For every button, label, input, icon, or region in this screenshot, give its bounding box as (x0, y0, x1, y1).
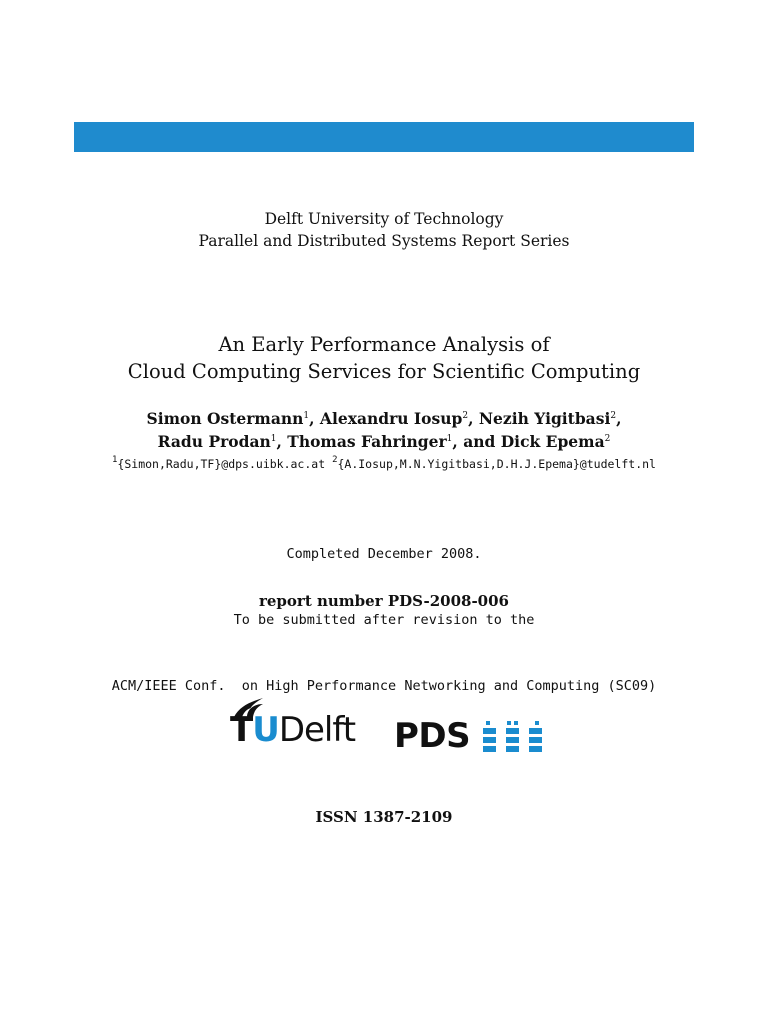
pds-wordmark: PDS (394, 716, 471, 756)
paper-title (0, 331, 768, 385)
affiliation-mark: 2 (462, 411, 469, 421)
status-line-1: Completed December 2008. (286, 546, 482, 562)
title-line-2: Cloud Computing Services for Scientific Computing (127, 360, 641, 383)
university-name: Delft University of Technology (264, 210, 504, 228)
issn-number: ISSN 1387-2109 (315, 808, 453, 826)
pds-logo (394, 716, 554, 756)
affiliation-mark: 1 (446, 434, 453, 444)
affiliation-mark: 2 (604, 434, 611, 444)
affiliation-mark: 1 (303, 411, 310, 421)
pds-grid-icon (482, 720, 544, 752)
affiliation-mark: 2 (332, 455, 338, 465)
affiliation-mark: 1 (270, 434, 277, 444)
series-name: Parallel and Distributed Systems Report Series (198, 232, 570, 250)
status-line-3: ACM/IEEE Conf. on High Performance Networking and Computing (SC09) (111, 678, 657, 694)
author-name: Simon Ostermann (146, 409, 304, 428)
tudelft-t: T (230, 710, 253, 750)
affiliation-mark: 1 (112, 455, 118, 465)
author-line-2 (0, 430, 768, 453)
author-separator: , (616, 409, 622, 428)
report-number: report number PDS-2008-006 (258, 592, 509, 610)
author-name: , Thomas Fahringer (276, 432, 447, 451)
affiliation-mark: 2 (610, 411, 617, 421)
tudelft-wordmark (230, 710, 355, 750)
status-line-2: To be submitted after revision to the (233, 612, 535, 628)
author-name: , Nezih Yigitbasi (468, 409, 611, 428)
author-list (0, 407, 768, 453)
email-group-2: {A.Iosup,M.N.Yigitbasi,D.H.J.Epema}@tudelft.nl (337, 457, 656, 471)
author-name: , Alexandru Iosup (309, 409, 463, 428)
author-name: , and Dick Epema (452, 432, 605, 451)
report-series (0, 208, 768, 252)
author-name: Radu Prodan (157, 432, 271, 451)
tudelft-logo (230, 696, 370, 756)
header-band (74, 122, 694, 152)
tudelft-u: U (252, 710, 279, 750)
author-emails (0, 456, 768, 472)
author-line-1 (0, 407, 768, 430)
email-group-1: {Simon,Radu,TF}@dps.uibk.ac.at (117, 457, 333, 471)
tudelft-delft: Delft (278, 710, 356, 750)
title-line-1: An Early Performance Analysis of (218, 333, 550, 356)
